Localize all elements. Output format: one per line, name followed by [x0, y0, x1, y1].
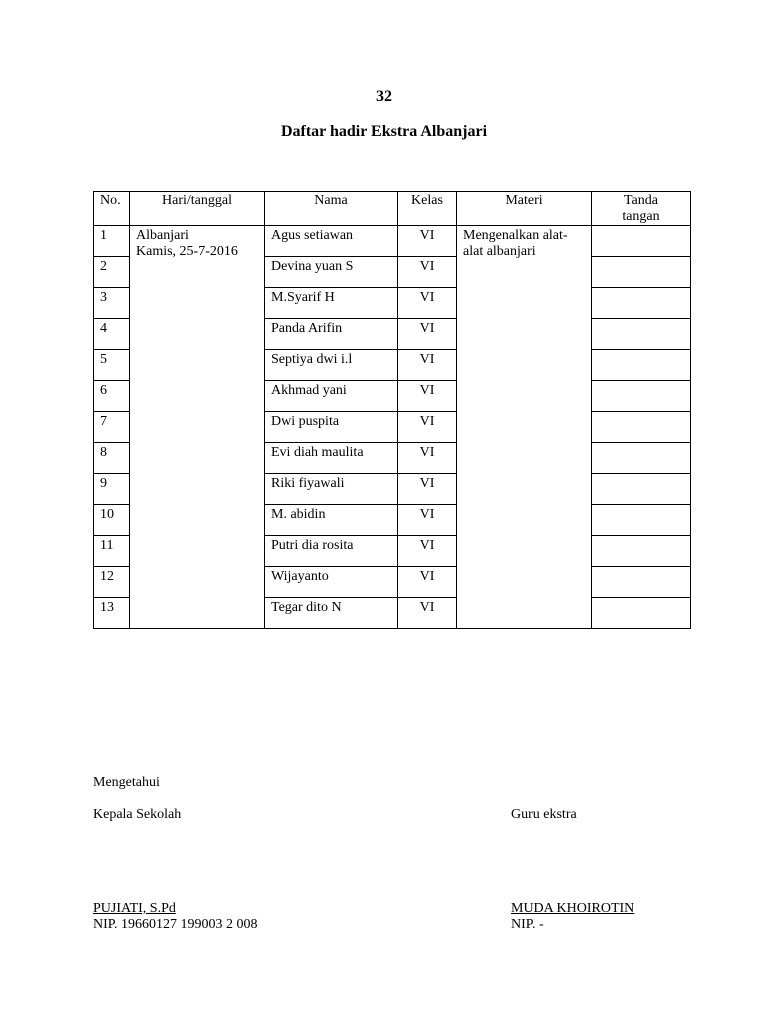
cell-kelas: VI	[398, 257, 457, 288]
cell-nama: Evi diah maulita	[265, 443, 398, 474]
cell-nama: Akhmad yani	[265, 381, 398, 412]
cell-kelas: VI	[398, 412, 457, 443]
document-title: Daftar hadir Ekstra Albanjari	[280, 123, 488, 140]
guru-ekstra-nip: NIP. -	[511, 917, 544, 932]
cell-kelas: VI	[398, 350, 457, 381]
cell-no: 10	[94, 505, 130, 536]
header-hari-tanggal: Hari/tanggal	[130, 192, 265, 226]
cell-tanda-tangan	[592, 443, 691, 474]
hari-line2: Kamis, 25-7-2016	[136, 244, 238, 259]
mengetahui-label: Mengetahui	[93, 775, 160, 790]
header-no: No.	[94, 192, 130, 226]
hari-line1: Albanjari	[136, 228, 189, 243]
cell-tanda-tangan	[592, 474, 691, 505]
header-nama: Nama	[265, 192, 398, 226]
cell-nama: Agus setiawan	[265, 226, 398, 257]
cell-nama: Septiya dwi i.l	[265, 350, 398, 381]
cell-no: 4	[94, 319, 130, 350]
cell-tanda-tangan	[592, 288, 691, 319]
cell-tanda-tangan	[592, 505, 691, 536]
cell-kelas: VI	[398, 288, 457, 319]
cell-kelas: VI	[398, 536, 457, 567]
cell-nama: Panda Arifin	[265, 319, 398, 350]
kepala-sekolah-title: Kepala Sekolah	[93, 807, 182, 822]
cell-nama: Devina yuan S	[265, 257, 398, 288]
cell-kelas: VI	[398, 598, 457, 629]
cell-nama: Wijayanto	[265, 567, 398, 598]
header-tanda-line2: tangan	[622, 209, 660, 224]
cell-nama: M.Syarif H	[265, 288, 398, 319]
cell-kelas: VI	[398, 474, 457, 505]
cell-no: 12	[94, 567, 130, 598]
cell-tanda-tangan	[592, 598, 691, 629]
cell-tanda-tangan	[592, 226, 691, 257]
cell-no: 1	[94, 226, 130, 257]
cell-kelas: VI	[398, 319, 457, 350]
attendance-body	[94, 226, 691, 629]
materi-line2: alat albanjari	[463, 244, 536, 259]
cell-no: 5	[94, 350, 130, 381]
guru-ekstra-name: MUDA KHOIROTIN	[511, 901, 635, 916]
cell-nama: Dwi puspita	[265, 412, 398, 443]
kepala-sekolah-name: PUJIATI, S.Pd	[93, 901, 176, 916]
cell-no: 3	[94, 288, 130, 319]
cell-kelas: VI	[398, 567, 457, 598]
cell-no: 13	[94, 598, 130, 629]
cell-kelas: VI	[398, 226, 457, 257]
table-header-row	[94, 192, 691, 226]
header-tanda-line1: Tanda	[623, 193, 658, 208]
cell-hari-tanggal	[130, 226, 265, 629]
cell-nama: Riki fiyawali	[265, 474, 398, 505]
cell-materi	[457, 226, 592, 629]
table-row	[94, 226, 691, 257]
header-tanda-tangan	[592, 192, 691, 226]
page-number: 32	[376, 88, 392, 105]
guru-ekstra-title: Guru ekstra	[511, 807, 577, 822]
cell-nama: Tegar dito N	[265, 598, 398, 629]
attendance-table	[93, 191, 691, 629]
cell-tanda-tangan	[592, 536, 691, 567]
cell-no: 11	[94, 536, 130, 567]
cell-tanda-tangan	[592, 567, 691, 598]
cell-nama: M. abidin	[265, 505, 398, 536]
cell-tanda-tangan	[592, 350, 691, 381]
cell-nama: Putri dia rosita	[265, 536, 398, 567]
cell-tanda-tangan	[592, 412, 691, 443]
cell-tanda-tangan	[592, 257, 691, 288]
cell-kelas: VI	[398, 505, 457, 536]
cell-no: 9	[94, 474, 130, 505]
header-materi: Materi	[457, 192, 592, 226]
header-kelas: Kelas	[398, 192, 457, 226]
cell-no: 2	[94, 257, 130, 288]
cell-kelas: VI	[398, 381, 457, 412]
cell-kelas: VI	[398, 443, 457, 474]
cell-tanda-tangan	[592, 319, 691, 350]
cell-tanda-tangan	[592, 381, 691, 412]
cell-no: 6	[94, 381, 130, 412]
cell-no: 7	[94, 412, 130, 443]
materi-line1: Mengenalkan alat-	[463, 228, 568, 243]
cell-no: 8	[94, 443, 130, 474]
kepala-sekolah-nip: NIP. 19660127 199003 2 008	[93, 917, 258, 932]
